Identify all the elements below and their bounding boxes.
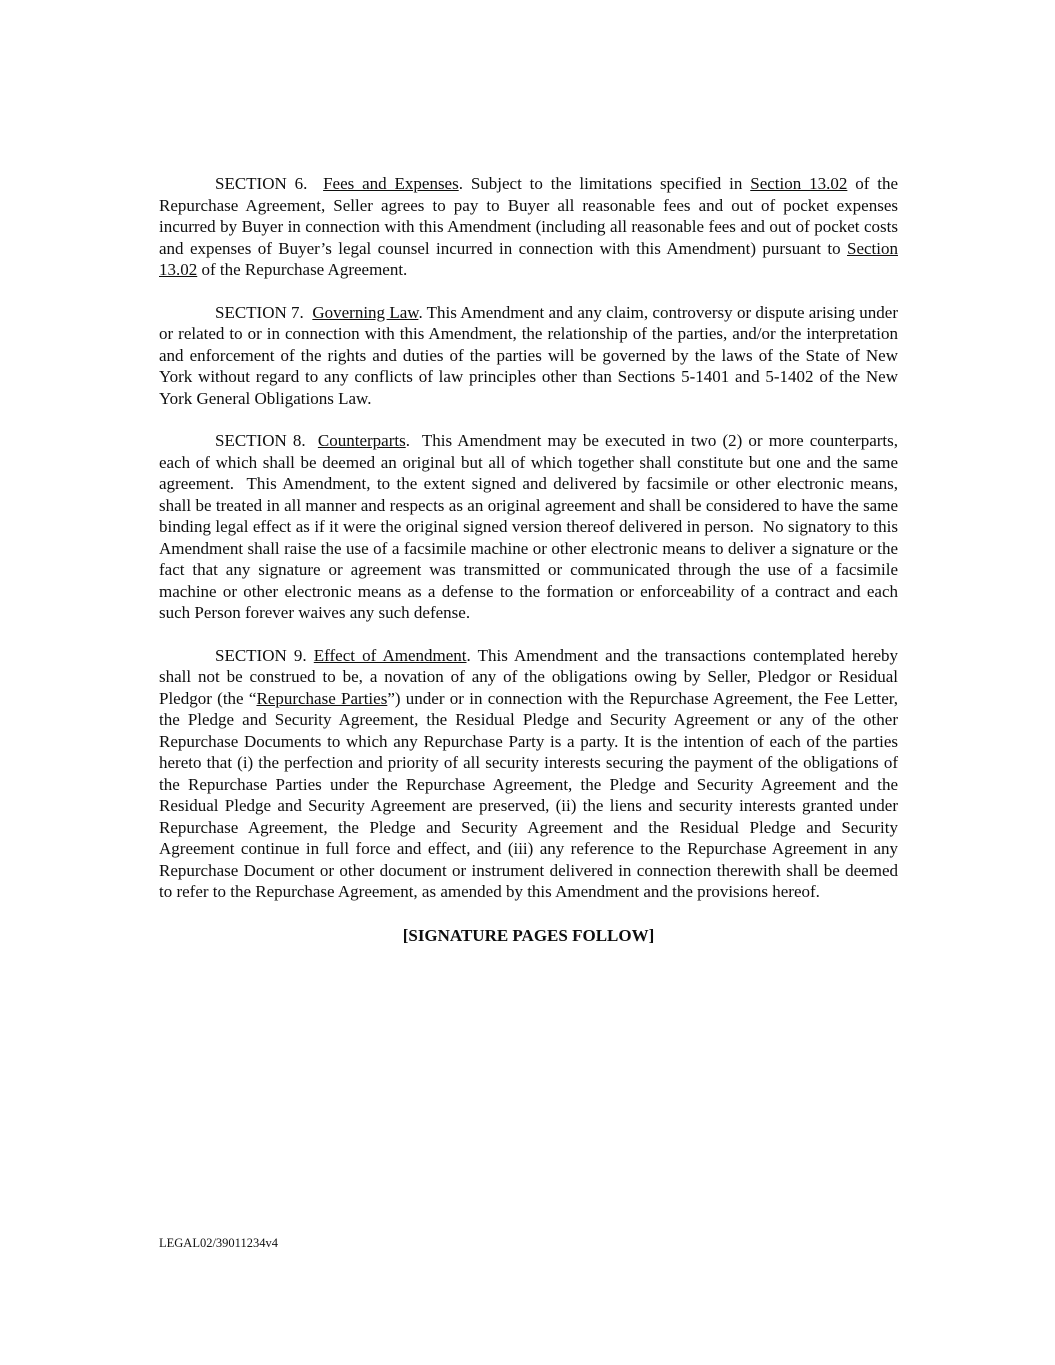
section-8-text: . This Amendment may be executed in two (2) or more counterparts, each of which shall be deemed an original but all of which together shall constitute but one and the same agreement. This Amendment, to the extent signed and delivered by facsimile or other electronic means, shall be treated in all manner and respects as an original agreement and shall be considered to have the same binding legal effect as if it were the original signed version thereof delivered in person. No signatory to this Amendment shall raise the use of a facsimile machine or other electronic means to deliver a signature or the fact that any signature or agreement was transmitted or communicated through the use of a facsimile machine or other electronic means as a defense to the formation or enforceability of a contract and each such Person forever waives any such defense. [159,431,899,622]
section-7-paragraph [159,302,898,410]
section-9-paragraph [159,645,898,903]
section-6-number: SECTION 6. [215,174,324,193]
section-9-text: . This Amendment and the transactions contemplated hereby shall not be construed to be, a novation of any of the obligations owing by Seller, Pledgor or Residual Pledgor (the “ [159,645,898,708]
section-9-number: SECTION 9. [215,645,314,665]
section-9-defined-term-repurchase-parties: Repurchase Parties [256,688,388,708]
section-9-title: Effect of Amendment [313,645,467,665]
section-6-text: . Subject to the limitations specified in [458,174,751,193]
section-6-text: of the Repurchase Agreement, Seller agrees to pay to Buyer all reasonable fees and out of pocket expenses incurred by Buyer in connection with this Amendment (including all reasonable fees and out of pocket costs and expenses of Buyer’s legal counsel incurred in connection with this Amendment) pursuant to [159,174,898,258]
section-6-paragraph [159,173,898,281]
section-7-number: SECTION 7. [215,302,313,322]
section-6-ref-section-13-02: Section 13.02 [750,174,848,193]
section-6-text: of the Repurchase Agreement. [197,260,408,279]
section-8-number: SECTION 8. [215,431,318,450]
signature-pages-note: [SIGNATURE PAGES FOLLOW] [402,925,655,945]
section-8-title: Counterparts [317,431,406,450]
section-9-text: ”) under or in connection with the Repurchase Agreement, the Fee Letter, the Pledge and Security Agreement, the Residual Pledge and Security Agreement or any of the other Repurchase Documents to which any Repurchase Party is a party. It is the intention of each of the parties hereto that (i) the perfection and priority of all security interests securing the payment of the obligations of the Repurchase Parties under the Repurchase Agreement, the Pledge and Security Agreement and the Residual Pledge and Security Agreement are preserved, (ii) the liens and security interests granted under Repurchase Agreement, the Pledge and Security Agreement and the Residual Pledge and Security Agreement continue in full force and effect, and (iii) any reference to the Repurchase Agreement in any Repurchase Document or other document or instrument delivered in connection therewith shall be deemed to refer to the Repurchase Agreement, as amended by this Amendment and the provisions hereof. [159,688,898,901]
section-6-ref-section-13-02: Section 13.02 [159,238,898,279]
document-control-number: LEGAL02/39011234v4 [159,1236,278,1250]
section-7-title: Governing Law [312,302,419,322]
section-7-text: . This Amendment and any claim, controversy or dispute arising under or related to or in connection with this Amendment, the relationship of the parties, and/or the interpretation and enforcement of the rights and duties of the parties will be governed by the laws of the State of New York without regard to any conflicts of law principles other than Sections 5-1401 and 5-1402 of the New York General Obligations Law. [159,302,899,408]
section-8-paragraph [159,430,898,624]
section-6-title: Fees and Expenses [323,174,459,193]
